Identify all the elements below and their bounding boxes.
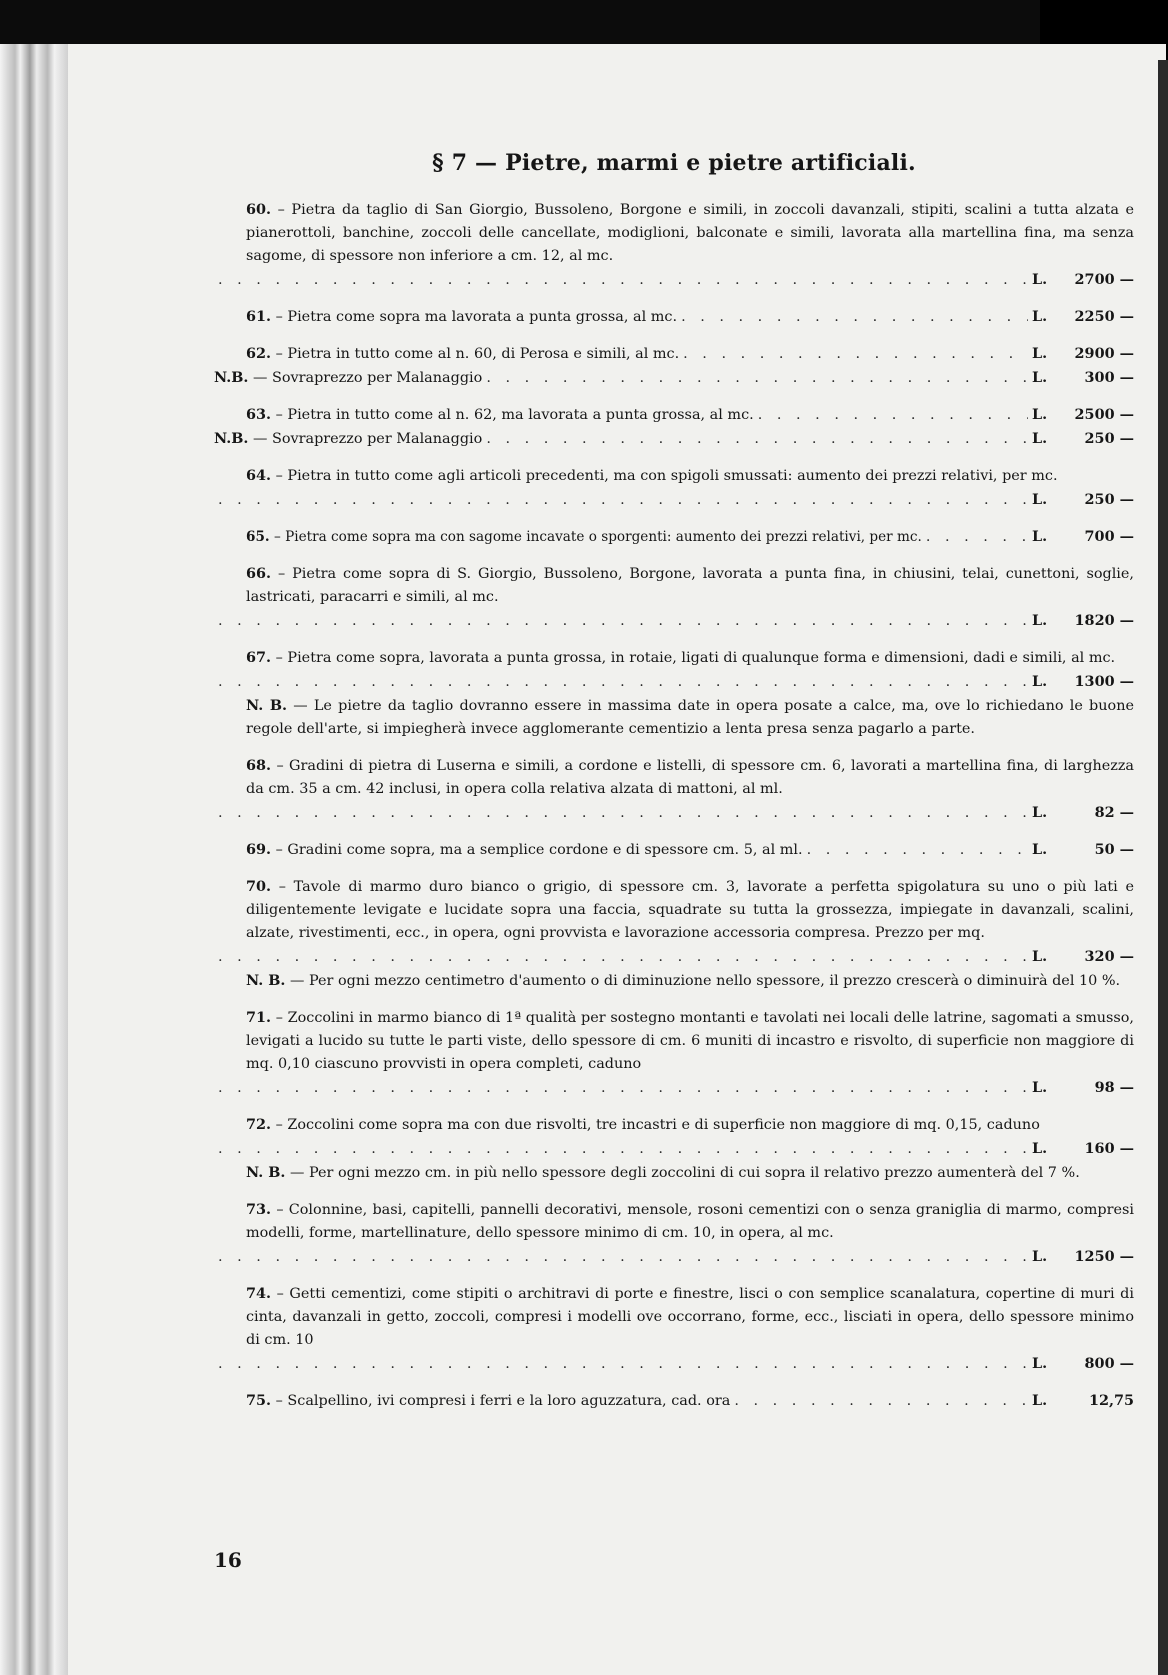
entry-text: – Zoccolini in marmo bianco di 1ª qualità per sostegno montanti e tavolati nei locali delle latrine, sagomati a smusso, levigati a lucido su tutte le parti viste, dello spessore di cm. 6 muniti di incastro e risvolto, di superficie non maggiore di mq. 0,10 ciascuno provvisti in opera completi, caduno (246, 1010, 1134, 1072)
entry-number: 66. (246, 565, 272, 582)
entry-price: 300 — (1084, 369, 1134, 386)
currency-label: L. (1032, 406, 1048, 423)
entry-number: 69. (246, 841, 272, 858)
entry-75 (214, 1389, 1134, 1413)
leader-dots (218, 671, 1028, 694)
entry-71 (214, 1006, 1134, 1100)
leader-dots (218, 1353, 1028, 1376)
entry-number: 61. (246, 308, 272, 325)
entry-text: – Getti cementizi, come stipiti o architravi di porte e finestre, lisci o con semplice scanalatura, copertine di muri di cinta, davanzali in getto, zoccoli, compresi i modelli ove occorrano, forme, ecc., lisciati in opera, dello spessore minimo di cm. 10 (246, 1286, 1134, 1348)
entry-number: 70. (246, 878, 272, 895)
note-text: — Per ogni mezzo centimetro d'aumento o di diminuzione nello spessore, il prezzo crescerà o diminuirà del 10 %. (290, 973, 1121, 989)
note-label: N. B. (246, 697, 288, 714)
entry-text: – Pietra in tutto come al n. 60, di Perosa e simili, al mc. (275, 346, 680, 362)
scan-right-border (1158, 60, 1168, 1675)
page-stack-edges (0, 44, 68, 1675)
entry-69 (214, 838, 1134, 862)
entry-number: 68. (246, 757, 272, 774)
currency-label: L. (1032, 948, 1048, 965)
note (214, 969, 1134, 993)
entry-text: – Pietra come sopra ma con sagome incavate o sporgenti: aumento dei prezzi relativi, per mc. (273, 529, 922, 545)
price-row (214, 268, 1134, 292)
note (214, 694, 1134, 741)
currency-label: L. (1032, 841, 1048, 858)
leader-dots (758, 404, 1028, 427)
leader-dots (218, 802, 1028, 825)
leader-dots (218, 610, 1028, 633)
entry-number: 74. (246, 1285, 272, 1302)
entry-price: 1250 — (1074, 1248, 1134, 1265)
entry-67 (214, 646, 1134, 741)
entry-text: – Colonnine, basi, capitelli, pannelli decorativi, mensole, rosoni cementizi con o senza graniglia di marmo, compresi modelli, forme, martellinature, dello spessore minimo di cm. 10, in opera, al mc. (246, 1202, 1135, 1241)
note-label: N. B. (246, 1164, 286, 1181)
entry-number: 60. (246, 201, 272, 218)
entry-price: 250 — (1084, 491, 1134, 508)
entry-text: – Pietra come sopra ma lavorata a punta grossa, al mc. (275, 309, 678, 325)
entry-number: 75. (246, 1392, 272, 1409)
note-label: N.B. (214, 369, 249, 386)
entry-text: – Gradini di pietra di Luserna e simili, a cordone e listelli, di spessore cm. 6, lavorati a martellina fina, di larghezza da cm. 35 a cm. 42 inclusi, in opera colla relativa alzata di mattoni, al ml. (246, 758, 1134, 797)
leader-dots (218, 1138, 1028, 1161)
currency-label: L. (1032, 271, 1048, 288)
entry-text: – Tavole di marmo duro bianco o grigio, di spessore cm. 3, lavorate a perfetta spigolatura su uno o più lati e diligentemente levigate e lucidate sopra una faccia, squadrate su tutta la grossezza, impiegate in davanzali, scalini, alzate, rivestimenti, ecc., in opera, ogni provvista e lavorazione accessoria compresa. Prezzo per mq. (246, 879, 1135, 941)
leader-dots (681, 306, 1028, 329)
entry-60 (214, 198, 1134, 292)
entry-62 (214, 342, 1134, 390)
entry-70 (214, 875, 1134, 993)
entry-text: – Zoccolini come sopra ma con due risvolti, tre incastri e di superficie non maggiore di mq. 0,15, caduno (275, 1117, 1040, 1133)
entry-number: 65. (246, 529, 270, 545)
leader-dots (926, 526, 1028, 549)
entry-number: 62. (246, 345, 272, 362)
leader-dots (734, 1390, 1028, 1413)
entry-74 (214, 1282, 1134, 1376)
currency-label: L. (1032, 804, 1048, 821)
note (214, 1161, 1134, 1185)
entry-number: 73. (246, 1201, 272, 1218)
note-text: — Sovraprezzo per Malanaggio (253, 370, 483, 386)
entry-price: 12,75 (1088, 1392, 1134, 1409)
note-label: N.B. (214, 430, 249, 447)
entry-price: 320 — (1084, 948, 1134, 965)
entry-price: 800 — (1084, 1355, 1134, 1372)
entry-73 (214, 1198, 1134, 1269)
entry-text: – Pietra da taglio di San Giorgio, Bussoleno, Borgone e simili, in zoccoli davanzali, stipiti, scalini a tutta alzata e pianerottoli, banchine, zoccoli delle cancellate, modiglioni, balconate e simili, lavorata alla martellina fina, ma senza sagome, di spessore non inferiore a cm. 12, al mc. (246, 202, 1135, 264)
note-text: — Le pietre da taglio dovranno essere in massima date in opera posate a calce, ma, ove lo richiedano le buone regole dell'arte, si impiegherà invece agglomerante cementizio a lenta presa senza pagarlo a parte. (246, 698, 1134, 737)
entry-price: 2500 — (1074, 406, 1134, 423)
entry-text: – Pietra in tutto come agli articoli precedenti, ma con spigoli smussati: aumento dei prezzi relativi, per mc. (275, 468, 1058, 484)
currency-label: L. (1032, 369, 1048, 386)
entry-price: 160 — (1084, 1140, 1134, 1157)
entry-68 (214, 754, 1134, 825)
currency-label: L. (1032, 345, 1048, 362)
entry-number: 72. (246, 1116, 272, 1133)
entry-price: 98 — (1094, 1079, 1134, 1096)
leader-dots (218, 269, 1028, 292)
currency-label: L. (1032, 308, 1048, 325)
currency-label: L. (1032, 673, 1048, 690)
page-content (214, 150, 1134, 1426)
entry-price: 2250 — (1074, 308, 1134, 325)
entry-text: – Pietra come sopra, lavorata a punta grossa, in rotaie, ligati di qualunque forma e dimensioni, dadi e simili, al mc. (275, 650, 1116, 666)
leader-dots (807, 839, 1028, 862)
leader-dots (218, 946, 1028, 969)
currency-label: L. (1032, 430, 1048, 447)
entry-72 (214, 1113, 1134, 1185)
leader-dots (486, 428, 1028, 451)
entry-text: – Gradini come sopra, ma a semplice cordone e di spessore cm. 5, al ml. (275, 842, 803, 858)
entry-price: 50 — (1094, 841, 1134, 858)
page-number: 16 (214, 1548, 242, 1572)
section-heading: § 7 — Pietre, marmi e pietre artificiali. (432, 150, 916, 176)
currency-label: L. (1032, 528, 1048, 545)
entry-64 (214, 464, 1134, 512)
currency-label: L. (1032, 491, 1048, 508)
entry-number: 71. (246, 1009, 272, 1026)
note-label: N. B. (246, 972, 286, 989)
currency-label: L. (1032, 1392, 1048, 1409)
currency-label: L. (1032, 612, 1048, 629)
entry-price: 2700 — (1074, 271, 1134, 288)
entry-61 (214, 305, 1134, 329)
leader-dots (218, 1246, 1028, 1269)
currency-label: L. (1032, 1355, 1048, 1372)
scan-top-border (0, 0, 1168, 44)
leader-dots (486, 367, 1028, 390)
entry-price: 82 — (1094, 804, 1134, 821)
entry-price: 2900 — (1074, 345, 1134, 362)
entry-text: – Pietra come sopra di S. Giorgio, Bussoleno, Borgone, lavorata a punta fina, in chiusini, telai, cunettoni, soglie, lastricati, paracarri e simili, al mc. (246, 566, 1134, 605)
entry-66 (214, 562, 1134, 633)
currency-label: L. (1032, 1248, 1048, 1265)
currency-label: L. (1032, 1079, 1048, 1096)
entry-price: 1820 — (1074, 612, 1134, 629)
note-text: — Per ogni mezzo cm. in più nello spessore degli zoccolini di cui sopra il relativo prezzo aumenterà del 7 %. (290, 1165, 1080, 1181)
leader-dots (218, 1077, 1028, 1100)
entry-number: 67. (246, 649, 272, 666)
entry-text: – Pietra in tutto come al n. 62, ma lavorata a punta grossa, al mc. (275, 407, 754, 423)
entry-price: 1300 — (1074, 673, 1134, 690)
entry-price: 700 — (1084, 528, 1134, 545)
leader-dots (218, 489, 1028, 512)
entry-65 (214, 525, 1134, 549)
leader-dots (683, 343, 1028, 366)
currency-label: L. (1032, 1140, 1048, 1157)
entry-price: 250 — (1084, 430, 1134, 447)
entry-text: – Scalpellino, ivi compresi i ferri e la loro aguzzatura, cad. ora (275, 1393, 731, 1409)
entry-63 (214, 403, 1134, 451)
entry-number: 64. (246, 467, 272, 484)
note-text: — Sovraprezzo per Malanaggio (253, 431, 483, 447)
entry-number: 63. (246, 406, 272, 423)
